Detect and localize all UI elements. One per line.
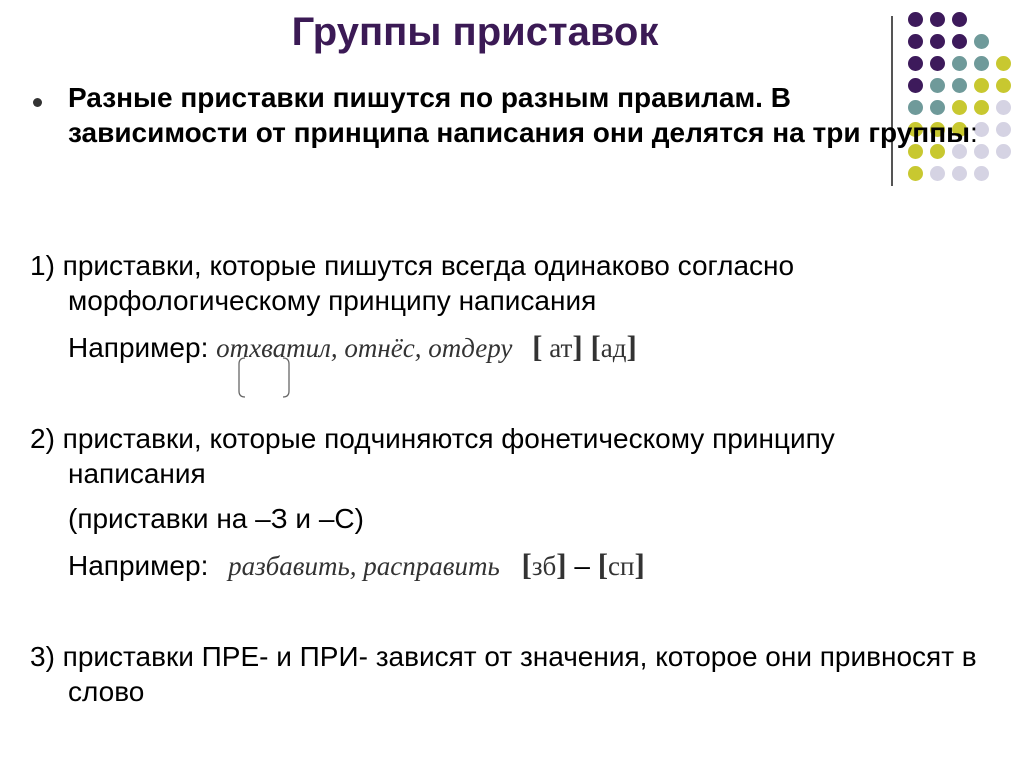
item-1-example-label: Например: (68, 332, 209, 363)
item-2 (30, 421, 1010, 491)
decorative-dot (996, 56, 1011, 71)
item-1-text: 1) приставки, которые пишутся всегда одинаково согласно морфологическому принципу написания (30, 250, 795, 316)
decorative-dot (996, 144, 1011, 159)
intro-colon: : (970, 117, 978, 148)
decorative-dot (952, 166, 967, 181)
item-2-example-label: Например: (68, 550, 209, 581)
open-bracket: [ (532, 329, 543, 364)
close-bracket: ] (626, 329, 637, 364)
decorative-dot (952, 56, 967, 71)
close-bracket: ] (634, 547, 645, 582)
intro-paragraph (68, 80, 978, 150)
item-1-transcription-1 (532, 329, 583, 364)
decorative-dot (974, 166, 989, 181)
item-1-example (68, 329, 637, 366)
item-2-example (68, 547, 645, 584)
decorative-dot (930, 34, 945, 49)
intro-text: Разные приставки пишутся по разным правилам. В зависимости от принципа написания они делятся на три группы (68, 82, 971, 148)
transcription-text: сп (608, 551, 635, 581)
decorative-dot (908, 166, 923, 181)
decorative-dot (996, 78, 1011, 93)
open-bracket: [ (521, 547, 532, 582)
transcription-text: ад (600, 333, 627, 363)
decorative-dot (930, 12, 945, 27)
item-3 (30, 639, 1010, 709)
item-3-text: 3) приставки ПРЕ- и ПРИ- зависят от значения, которое они привносят в слово (30, 641, 977, 707)
decorative-dot (930, 166, 945, 181)
close-bracket: ] (556, 547, 567, 582)
decorative-dot (996, 122, 1011, 137)
item-2-transcription-2 (597, 547, 645, 582)
item-1-transcription-2 (590, 329, 637, 364)
close-bracket: ] (572, 329, 583, 364)
item-2-note: (приставки на –З и –С) (68, 503, 364, 534)
decorative-dot (996, 100, 1011, 115)
item-2-example-words: разбавить, расправить (228, 551, 500, 581)
bullet-icon (33, 98, 42, 107)
slide-title: Группы приставок (291, 10, 659, 54)
item-1-example-words: отхватил, отнёс, отдеру (216, 333, 513, 363)
transcription-text: зб (531, 551, 557, 581)
decorative-dot (974, 56, 989, 71)
decorative-dot (974, 34, 989, 49)
decorative-dot (952, 12, 967, 27)
item-1 (30, 248, 1010, 318)
decorative-dot (908, 34, 923, 49)
decorative-dot (952, 34, 967, 49)
transcription-dash: – (566, 550, 598, 581)
decorative-dot (908, 12, 923, 27)
decorative-dot (930, 56, 945, 71)
item-2-text: 2) приставки, которые подчиняются фонетическому принципу написания (30, 423, 835, 489)
open-bracket: [ (597, 547, 609, 582)
decorative-dot (908, 56, 923, 71)
item-2-transcription-1 (521, 547, 567, 582)
bracket-shape (236, 356, 292, 399)
transcription-text: ат (542, 333, 573, 363)
open-bracket: [ (590, 329, 601, 364)
